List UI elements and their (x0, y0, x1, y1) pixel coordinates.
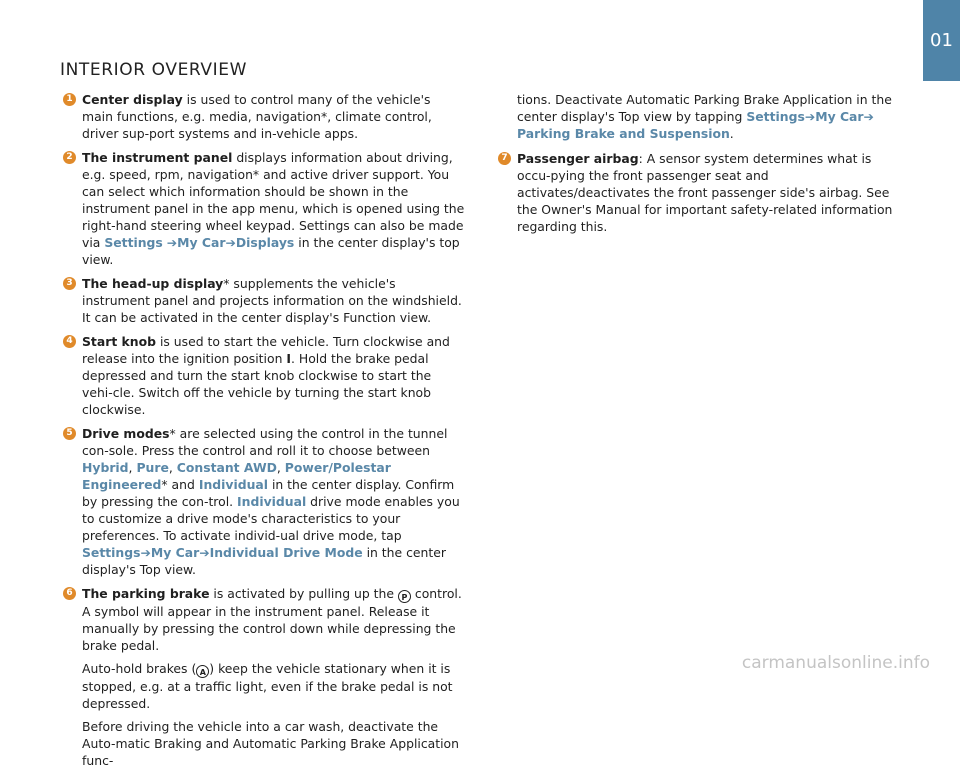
item-text: tions. Deactivate Automatic Parking Brake Application in the center display's Top view by tapping (517, 92, 892, 124)
item-heading: The parking brake (82, 586, 210, 601)
item-number-badge: 2 (63, 151, 76, 164)
page-title: INTERIOR OVERVIEW (60, 60, 248, 80)
auto-hold-icon: A (196, 665, 209, 678)
item-text: is used to start the vehicle. Turn clockwise and release into the ignition position (82, 334, 450, 366)
list-item-5 (63, 425, 465, 578)
paragraph (82, 660, 465, 712)
chapter-tab (923, 0, 960, 81)
item-text: is activated by pulling up the (209, 586, 398, 601)
item-text: : A sensor system determines what is occu-pying the front passenger seat and activates/deactivates the front passenger side's airbag. See the Owner's Manual for important safety-related information regarding this. (517, 151, 893, 234)
paragraph: Before driving the vehicle into a car wash, deactivate the Auto-matic Braking and Automatic Parking Brake Application func- (82, 719, 459, 768)
item-number-badge: 1 (63, 93, 76, 106)
item-tail: in the center display's top view. (82, 235, 460, 267)
item-text: is used to control many of the vehicle's main functions, e.g. media, navigation*, climate control, driver sup-port systems and in-vehicle apps. (82, 92, 432, 141)
my-car-link[interactable]: My Car (177, 235, 226, 250)
my-car-link[interactable]: My Car (150, 545, 200, 560)
separator: , (168, 460, 177, 475)
item-text: drive mode enables you to customize a drive mode's characteristics to your preferences. To activate individ-ual drive mode, tap (82, 494, 460, 543)
mode-power-polestar: Power/Polestar Engineered (82, 460, 391, 492)
separator: , (128, 460, 133, 475)
separator: , (276, 460, 285, 475)
list-item-6-continued (498, 91, 898, 142)
item-heading: The instrument panel (82, 150, 233, 165)
individual-drive-mode-link[interactable]: Individual Drive Mode (209, 545, 363, 560)
parking-brake-suspension-link[interactable]: Parking Brake and Suspension (517, 126, 730, 141)
right-column (498, 91, 898, 242)
arrow-icon: ➔ (166, 235, 178, 250)
list-item-1 (63, 91, 465, 142)
arrow-icon: ➔ (140, 545, 151, 560)
item-text: displays information about driving, e.g. speed, rpm, navigation* and active driver support. You can select which information should be shown in the instrument panel in the app menu, which is opened using the right-hand steering wheel keypad. Settings can also be made via (82, 150, 465, 250)
parking-brake-icon: P (398, 590, 411, 603)
item-text: * are selected using the control in the tunnel con-sole. Press the control and roll it to choose between (82, 426, 448, 458)
settings-link[interactable]: Settings (746, 109, 805, 124)
item-tail: . (729, 126, 734, 141)
mode-hybrid: Hybrid (82, 460, 129, 475)
item-number-badge: 6 (63, 587, 76, 600)
list-item-4 (63, 333, 465, 418)
item-text: in the center display. Confirm by pressing the con-trol. (82, 477, 455, 509)
mode-pure: Pure (136, 460, 169, 475)
list-item-2 (63, 149, 465, 268)
item-heading: Passenger airbag (517, 151, 639, 166)
mode-individual: Individual (237, 494, 307, 509)
list-item-6 (63, 585, 465, 769)
chapter-number: 01 (930, 30, 953, 51)
item-heading: The head-up display (82, 276, 224, 291)
item-tail: . Hold the brake pedal depressed and turn the start knob clockwise to start the vehi-cle. Switch off the vehicle by turning the start knob clockwise. (82, 351, 432, 417)
arrow-icon: ➔ (225, 235, 236, 250)
arrow-icon: ➔ (199, 545, 210, 560)
item-number-badge: 4 (63, 335, 76, 348)
paragraph (82, 585, 465, 654)
list-item-3 (63, 275, 465, 326)
item-text: Auto-hold brakes ( (82, 661, 197, 676)
item-number-badge: 5 (63, 427, 76, 440)
settings-link[interactable]: Settings (104, 235, 163, 250)
item-heading: Start knob (82, 334, 156, 349)
item-text: control. A symbol will appear in the instrument panel. Release it manually by pressing the control down while depressing the brake pedal. (82, 586, 462, 653)
separator: * and (161, 477, 195, 492)
item-number-badge: 3 (63, 277, 76, 290)
my-car-link[interactable]: My Car (815, 109, 864, 124)
item-text: ) keep the vehicle stationary when it is stopped, e.g. at a traffic light, even if the brake pedal is not depressed. (82, 661, 453, 711)
watermark: carmanualsonline.info (741, 653, 930, 673)
item-tail: in the center display's Top view. (82, 545, 446, 577)
list-item-7 (498, 150, 898, 235)
item-number-badge: 7 (498, 152, 511, 165)
displays-link[interactable]: Displays (235, 235, 295, 250)
mode-individual: Individual (198, 477, 268, 492)
settings-link[interactable]: Settings (82, 545, 141, 560)
item-heading: Center display (82, 92, 183, 107)
arrow-icon: ➔ (804, 109, 816, 124)
mode-constant-awd: Constant AWD (176, 460, 277, 475)
left-column (63, 91, 465, 776)
item-heading: Drive modes (82, 426, 170, 441)
item-text: * supplements the vehicle's instrument panel and projects information on the windshield. It can be activated in the center display's Function view. (82, 276, 462, 325)
arrow-icon: ➔ (863, 109, 874, 124)
ignition-position: I (286, 351, 291, 366)
